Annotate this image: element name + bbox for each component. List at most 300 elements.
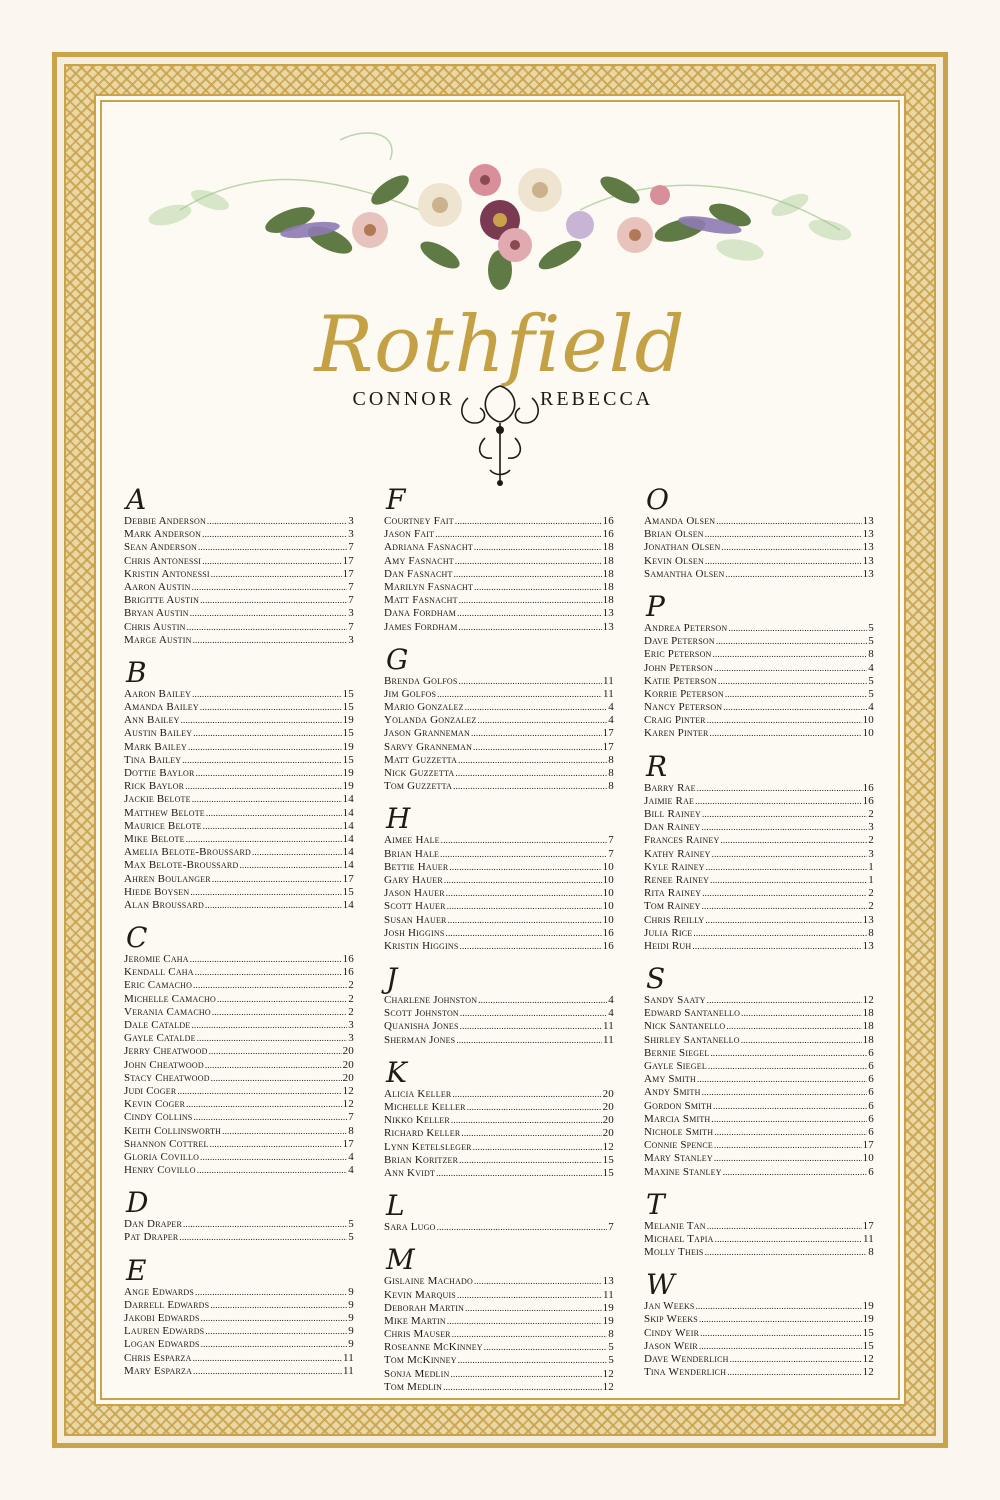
table-number: 5 xyxy=(608,1341,614,1354)
guest-entry xyxy=(384,1368,614,1381)
letter-group xyxy=(124,482,354,647)
table-number: 1 xyxy=(868,860,874,873)
table-number: 20 xyxy=(602,1087,614,1100)
guest-entry xyxy=(384,914,614,927)
floral-garland-illustration xyxy=(140,120,860,300)
table-number: 9 xyxy=(348,1298,354,1311)
guest-name: Edward Santanello xyxy=(644,1007,741,1020)
guest-name: Jason Hauer xyxy=(384,887,445,900)
guest-name: Frances Rainey xyxy=(644,834,720,847)
leader-dots xyxy=(186,1098,341,1111)
guest-entry xyxy=(384,701,614,714)
guest-name: Bryan Austin xyxy=(124,607,189,620)
table-number: 19 xyxy=(342,767,354,779)
guest-name: Courtney Fait xyxy=(384,515,454,527)
table-number: 17 xyxy=(862,1139,874,1152)
table-number: 10 xyxy=(862,1152,874,1165)
leader-dots xyxy=(458,1354,608,1367)
guest-entry xyxy=(384,714,614,727)
guest-entry xyxy=(124,754,354,767)
guest-name: John Cheatwood xyxy=(124,1058,204,1071)
table-number: 10 xyxy=(602,873,614,886)
guest-entry xyxy=(644,887,874,900)
table-number: 4 xyxy=(868,661,874,674)
table-number: 11 xyxy=(603,1288,614,1301)
leader-dots xyxy=(700,1327,861,1340)
letter-heading: A xyxy=(126,483,147,516)
guest-name: Jeromie Caha xyxy=(124,953,189,966)
guest-name: Jim Golfos xyxy=(384,687,437,700)
guest-entry xyxy=(384,848,614,861)
table-number: 3 xyxy=(348,1032,354,1045)
guest-name: Ahren Boulanger xyxy=(124,872,211,885)
leader-dots xyxy=(193,979,347,992)
guest-entry xyxy=(124,886,354,899)
leader-dots xyxy=(212,873,342,886)
guest-entry xyxy=(384,927,614,940)
letter-heading: E xyxy=(126,1253,147,1287)
guest-entry xyxy=(124,634,354,647)
leader-dots xyxy=(451,1368,602,1381)
guest-entry xyxy=(644,1300,874,1313)
guest-name: Jason Fait xyxy=(384,528,435,541)
guest-entry xyxy=(124,541,354,554)
guest-entry xyxy=(124,767,354,780)
leader-dots xyxy=(192,688,342,701)
table-number: 13 xyxy=(862,554,874,567)
table-number: 17 xyxy=(342,554,354,567)
guest-entry xyxy=(124,979,354,992)
guest-entry xyxy=(644,1327,874,1340)
table-number: 16 xyxy=(602,926,614,939)
table-number: 8 xyxy=(608,1328,614,1341)
leader-dots xyxy=(449,861,601,874)
guest-name: Barry Rae xyxy=(644,781,696,794)
leader-dots xyxy=(714,662,867,675)
guest-entry xyxy=(384,754,614,767)
guest-name: Dave Peterson xyxy=(644,635,715,648)
leader-dots xyxy=(201,1312,348,1325)
table-number: 16 xyxy=(342,966,354,979)
guest-entry xyxy=(644,1340,874,1353)
guest-name: Marilyn Fasnacht xyxy=(384,580,474,593)
leader-dots xyxy=(212,1006,347,1019)
guest-entry xyxy=(384,1127,614,1140)
letter-group xyxy=(644,961,874,1179)
guest-name: Judi Coger xyxy=(124,1084,177,1097)
guest-entry xyxy=(124,1352,354,1365)
table-number: 12 xyxy=(862,1353,874,1365)
leader-dots xyxy=(697,1073,867,1086)
guest-name: Aaron Bailey xyxy=(124,687,192,700)
guest-entry xyxy=(644,727,874,740)
table-number: 16 xyxy=(862,781,874,794)
leader-dots xyxy=(705,555,862,568)
leader-dots xyxy=(451,1114,602,1127)
leader-dots xyxy=(205,899,342,912)
guest-entry xyxy=(124,1325,354,1338)
guest-entry xyxy=(384,555,614,568)
guest-name: Amelia Belote-Broussard xyxy=(124,846,251,859)
table-number: 14 xyxy=(342,898,354,911)
table-number: 7 xyxy=(348,541,354,554)
guest-entry xyxy=(644,861,874,874)
guest-entry xyxy=(124,807,354,820)
guest-entry xyxy=(384,1088,614,1101)
guest-entry xyxy=(124,621,354,634)
table-number: 14 xyxy=(342,846,354,859)
leader-dots xyxy=(440,848,607,861)
leader-dots xyxy=(454,568,602,581)
guest-name: Aimee Hale xyxy=(384,834,440,847)
leader-dots xyxy=(452,1088,601,1101)
table-number: 11 xyxy=(603,1020,614,1033)
leader-dots xyxy=(728,622,867,635)
guest-name: Matt Guzzetta xyxy=(384,753,458,766)
guest-name: Nikko Keller xyxy=(384,1114,450,1127)
guest-entry xyxy=(644,994,874,1007)
guest-name: Amy Smith xyxy=(644,1073,696,1086)
letter-heading: H xyxy=(386,802,411,836)
seating-column-2 xyxy=(384,482,614,1402)
guest-name: Shirley Santanello xyxy=(644,1033,740,1046)
letter-heading: F xyxy=(386,483,406,516)
guest-name: Chris Austin xyxy=(124,620,186,633)
leader-dots xyxy=(198,541,347,554)
leader-dots xyxy=(455,555,602,568)
letter-heading: T xyxy=(646,1187,665,1221)
table-number: 3 xyxy=(348,528,354,541)
table-number: 11 xyxy=(343,1364,354,1377)
table-number: 20 xyxy=(342,1045,354,1058)
table-number: 2 xyxy=(868,887,874,900)
table-number: 7 xyxy=(608,847,614,860)
letter-group xyxy=(384,1188,614,1234)
guest-name: Ange Edwards xyxy=(124,1285,195,1298)
table-number: 19 xyxy=(602,1301,614,1314)
leader-dots xyxy=(473,1141,602,1154)
guest-entry xyxy=(644,1220,874,1233)
guest-entry xyxy=(384,1315,614,1328)
leader-dots xyxy=(710,727,862,740)
leader-dots xyxy=(474,541,602,554)
leader-dots xyxy=(192,793,342,806)
guest-name: Chris Antonessi xyxy=(124,554,202,567)
letter-heading: O xyxy=(646,483,669,516)
guest-name: Andy Smith xyxy=(644,1086,701,1099)
guest-name: Brenda Golfos xyxy=(384,674,458,687)
leader-dots xyxy=(186,833,342,846)
guest-entry xyxy=(644,1233,874,1246)
guest-entry xyxy=(644,1313,874,1326)
table-number: 3 xyxy=(348,1019,354,1031)
guest-name: Yolanda Gonzalez xyxy=(384,714,477,727)
guest-entry xyxy=(384,741,614,754)
table-number: 17 xyxy=(602,727,614,740)
guest-entry xyxy=(124,899,354,912)
guest-name: Kristin Higgins xyxy=(384,939,459,952)
guest-name: Matt Fasnacht xyxy=(384,594,458,607)
leader-dots xyxy=(702,887,867,900)
guest-name: Gayle Siegel xyxy=(644,1060,707,1072)
guest-entry xyxy=(644,1060,874,1073)
guest-name: Sarvy Granneman xyxy=(384,740,473,753)
table-number: 2 xyxy=(868,834,874,847)
leader-dots xyxy=(693,927,867,940)
table-number: 13 xyxy=(862,515,874,527)
guest-entry xyxy=(124,1032,354,1045)
leader-dots xyxy=(190,886,341,899)
leader-dots xyxy=(707,714,862,727)
guest-entry xyxy=(384,1381,614,1394)
table-number: 10 xyxy=(602,860,614,873)
guest-name: Craig Pinter xyxy=(644,714,706,727)
leader-dots xyxy=(457,607,601,620)
guest-name: Deborah Martin xyxy=(384,1301,465,1314)
guest-entry xyxy=(644,795,874,808)
leader-dots xyxy=(460,940,602,953)
guest-name: Connie Spence xyxy=(644,1139,714,1152)
guest-name: Gislaine Machado xyxy=(384,1275,474,1288)
table-number: 2 xyxy=(868,900,874,913)
guest-name: Shannon Cottrel xyxy=(124,1137,209,1150)
guest-entry xyxy=(124,568,354,581)
leader-dots xyxy=(457,1289,602,1302)
leader-dots xyxy=(193,634,348,647)
leader-dots xyxy=(211,1072,342,1085)
table-number: 11 xyxy=(603,1033,614,1046)
leader-dots xyxy=(459,621,602,634)
table-number: 5 xyxy=(868,635,874,648)
guest-name: Jan Weeks xyxy=(644,1300,695,1313)
guest-name: Jackie Belote xyxy=(124,793,191,806)
guest-name: Chris Reilly xyxy=(644,913,705,926)
guest-name: Ann Bailey xyxy=(124,714,180,727)
guest-name: Kyle Rainey xyxy=(644,860,705,873)
table-number: 10 xyxy=(602,900,614,913)
guest-name: Tom McKinney xyxy=(384,1354,457,1367)
guest-entry xyxy=(644,555,874,568)
guest-name: Jason Weir xyxy=(644,1339,698,1352)
leader-dots xyxy=(193,727,341,740)
leader-dots xyxy=(183,1218,347,1231)
guest-entry xyxy=(644,927,874,940)
leader-dots xyxy=(705,914,861,927)
table-number: 6 xyxy=(868,1046,874,1059)
guest-entry xyxy=(124,741,354,754)
letter-group xyxy=(644,749,874,953)
table-number: 9 xyxy=(348,1338,354,1351)
table-number: 4 xyxy=(608,714,614,727)
table-number: 17 xyxy=(862,1219,874,1232)
table-number: 13 xyxy=(862,528,874,541)
leader-dots xyxy=(436,1167,601,1180)
table-number: 20 xyxy=(602,1101,614,1113)
guest-name: James Fordham xyxy=(384,620,458,633)
table-number: 7 xyxy=(348,1111,354,1124)
guest-entry xyxy=(644,648,874,661)
letter-group xyxy=(644,482,874,581)
letter-heading: S xyxy=(646,962,666,996)
guest-entry xyxy=(124,1231,354,1244)
leader-dots xyxy=(443,1381,601,1394)
letter-heading: W xyxy=(646,1268,675,1302)
guest-name: Susan Hauer xyxy=(384,913,447,926)
table-number: 8 xyxy=(608,767,614,779)
leader-dots xyxy=(197,1032,348,1045)
leader-dots xyxy=(196,767,342,780)
leader-dots xyxy=(699,1313,862,1326)
table-number: 15 xyxy=(862,1326,874,1339)
guest-name: Austin Bailey xyxy=(124,727,193,740)
guest-entry xyxy=(384,541,614,554)
leader-dots xyxy=(209,1045,342,1058)
guest-name: Sonja Medlin xyxy=(384,1367,450,1380)
leader-dots xyxy=(201,1338,348,1351)
guest-name: Max Belote-Broussard xyxy=(124,859,239,872)
guest-name: Michelle Camacho xyxy=(124,992,216,1005)
leader-dots xyxy=(181,714,342,727)
leader-dots xyxy=(726,568,862,581)
table-number: 6 xyxy=(868,1086,874,1099)
guest-entry xyxy=(384,861,614,874)
letter-heading: P xyxy=(646,589,665,623)
table-number: 4 xyxy=(608,994,614,1007)
table-number: 2 xyxy=(868,808,874,820)
guest-entry xyxy=(384,594,614,607)
leader-dots xyxy=(222,1125,347,1138)
letter-group xyxy=(384,1055,614,1180)
guest-name: Skip Weeks xyxy=(644,1313,698,1326)
guest-name: Aaron Austin xyxy=(124,580,191,593)
leader-dots xyxy=(713,648,868,661)
guest-name: Amanda Olsen xyxy=(644,515,716,527)
leader-dots xyxy=(447,1315,602,1328)
table-number: 7 xyxy=(348,580,354,593)
leader-dots xyxy=(697,782,862,795)
guest-name: Sandy Saaty xyxy=(644,994,706,1007)
table-number: 11 xyxy=(863,1232,874,1245)
letter-group xyxy=(124,920,354,1177)
leader-dots xyxy=(205,1059,342,1072)
table-number: 5 xyxy=(868,621,874,634)
letter-group xyxy=(384,801,614,953)
guest-name: Amy Fasnacht xyxy=(384,554,454,567)
guest-entry xyxy=(644,940,874,953)
table-number: 3 xyxy=(868,821,874,834)
guest-entry xyxy=(124,1098,354,1111)
letter-group xyxy=(124,1253,354,1378)
table-number: 13 xyxy=(862,567,874,580)
table-number: 4 xyxy=(608,701,614,714)
leader-dots xyxy=(193,1111,347,1124)
guest-entry xyxy=(384,688,614,701)
leader-dots xyxy=(708,1060,867,1073)
guest-name: Keith Collinsworth xyxy=(124,1124,222,1137)
leader-dots xyxy=(456,1034,602,1047)
table-number: 6 xyxy=(868,1112,874,1125)
guest-entry xyxy=(644,662,874,675)
guest-name: Dottie Baylor xyxy=(124,767,195,779)
guest-name: Kevin Olsen xyxy=(644,554,704,567)
guest-entry xyxy=(644,1353,874,1366)
leader-dots xyxy=(202,528,347,541)
guest-entry xyxy=(124,1006,354,1019)
guest-entry xyxy=(644,528,874,541)
guest-name: Mike Martin xyxy=(384,1314,446,1327)
guest-entry xyxy=(124,859,354,872)
table-number: 8 xyxy=(608,753,614,766)
guest-entry xyxy=(124,820,354,833)
leader-dots xyxy=(197,1164,348,1177)
guest-name: Dale Catalde xyxy=(124,1019,191,1031)
table-number: 8 xyxy=(348,1124,354,1137)
table-number: 15 xyxy=(342,885,354,898)
leader-dots xyxy=(185,780,341,793)
letter-group xyxy=(124,655,354,912)
table-number: 10 xyxy=(862,727,874,740)
leader-dots xyxy=(182,754,341,767)
table-number: 16 xyxy=(342,953,354,966)
guest-name: Kevin Marquis xyxy=(384,1288,456,1301)
leader-dots xyxy=(441,834,608,847)
leader-dots xyxy=(207,515,347,528)
table-number: 18 xyxy=(862,1007,874,1020)
guest-entry xyxy=(644,1139,874,1152)
table-number: 13 xyxy=(862,913,874,926)
leader-dots xyxy=(741,1034,862,1047)
guest-name: Sara Lugo xyxy=(384,1221,436,1234)
couple-surname: Rothfield xyxy=(314,300,686,390)
guest-entry xyxy=(124,1111,354,1124)
guest-entry xyxy=(124,1059,354,1072)
guest-entry xyxy=(384,515,614,528)
guest-entry xyxy=(384,1275,614,1288)
table-number: 6 xyxy=(868,1165,874,1178)
leader-dots xyxy=(725,688,867,701)
table-number: 7 xyxy=(348,594,354,607)
guest-name: Bill Rainey xyxy=(644,808,701,820)
leader-dots xyxy=(478,994,607,1007)
guest-name: Richard Keller xyxy=(384,1127,461,1140)
leader-dots xyxy=(200,701,342,714)
guest-name: Kendall Caha xyxy=(124,966,194,979)
letter-heading: R xyxy=(646,749,668,783)
guest-entry xyxy=(644,635,874,648)
table-number: 20 xyxy=(602,1127,614,1140)
guest-name: Andrea Peterson xyxy=(644,621,728,634)
guest-name: Henry Covillo xyxy=(124,1164,196,1177)
guest-name: Kristin Antonessi xyxy=(124,567,210,580)
leader-dots xyxy=(711,1113,867,1126)
leader-dots xyxy=(723,1166,868,1179)
leader-dots xyxy=(474,581,602,594)
guest-entry xyxy=(644,1034,874,1047)
table-number: 6 xyxy=(868,1073,874,1086)
guest-entry xyxy=(384,900,614,913)
leader-dots xyxy=(702,808,867,821)
guest-entry xyxy=(384,1302,614,1315)
leader-dots xyxy=(202,555,341,568)
guest-entry xyxy=(384,1020,614,1033)
guest-name: Tina Wenderlich xyxy=(644,1366,727,1379)
table-number: 20 xyxy=(602,1114,614,1127)
guest-name: Jaimie Rae xyxy=(644,794,695,807)
table-number: 3 xyxy=(868,847,874,860)
guest-entry xyxy=(644,782,874,795)
table-number: 12 xyxy=(602,1140,614,1153)
table-number: 3 xyxy=(348,515,354,527)
